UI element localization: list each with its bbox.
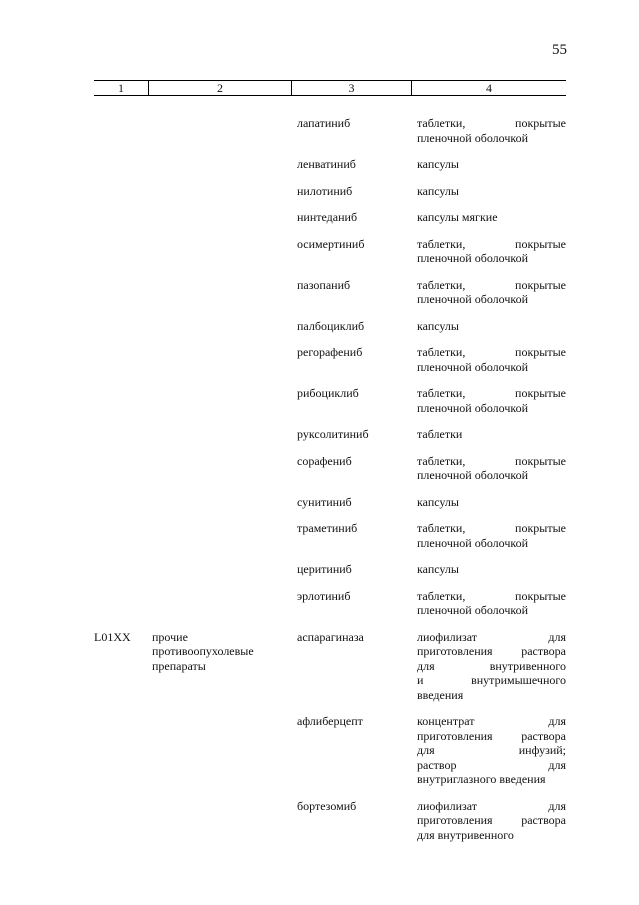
atc-code bbox=[94, 562, 152, 577]
dosage-form-line: пленочной оболочкой bbox=[417, 359, 529, 374]
drug-name: нинтеданиб bbox=[297, 210, 358, 224]
dosage-form-line: таблетки, покрытые bbox=[417, 521, 566, 535]
dosage-form bbox=[417, 386, 566, 415]
dosage-form-line: лиофилизат для bbox=[417, 798, 566, 813]
table-row bbox=[94, 521, 566, 550]
dosage-form bbox=[417, 589, 566, 618]
table-row bbox=[94, 157, 566, 172]
atc-code bbox=[94, 589, 152, 618]
group-name bbox=[152, 184, 297, 199]
dosage-form-line: лиофилизат для bbox=[417, 629, 566, 644]
dosage-form-line: введения bbox=[417, 687, 464, 702]
atc-code bbox=[94, 454, 152, 483]
group-name bbox=[152, 157, 297, 172]
drug-name: ленватиниб bbox=[297, 157, 356, 171]
dosage-form-line: капсулы мягкие bbox=[417, 210, 498, 224]
table-row bbox=[94, 454, 566, 483]
drug-name: осимертиниб bbox=[297, 236, 365, 251]
dosage-form-line: раствор для bbox=[417, 757, 566, 772]
drug-name: сунитиниб bbox=[297, 494, 352, 509]
group-name bbox=[152, 454, 297, 483]
header-col-1: 1 bbox=[118, 81, 124, 95]
atc-code bbox=[94, 278, 152, 307]
drug-name: бортезомиб bbox=[297, 798, 357, 813]
dosage-form-line: капсулы bbox=[417, 562, 459, 576]
drug-name: руксолитиниб bbox=[297, 427, 369, 441]
dosage-form bbox=[417, 237, 566, 266]
atc-code bbox=[94, 319, 152, 334]
table-row bbox=[94, 427, 566, 442]
atc-code bbox=[94, 799, 152, 843]
drug-name: палбоциклиб bbox=[297, 318, 365, 333]
atc-code bbox=[94, 116, 152, 145]
header-col-4: 4 bbox=[411, 81, 566, 95]
table-row bbox=[94, 237, 566, 266]
group-name bbox=[152, 630, 297, 703]
group-name bbox=[152, 386, 297, 415]
group-name bbox=[152, 210, 297, 225]
drug-name: траметиниб bbox=[297, 521, 358, 535]
group-name bbox=[152, 237, 297, 266]
table-row bbox=[94, 184, 566, 199]
table-row bbox=[94, 319, 566, 334]
dosage-form-line: капсулы bbox=[417, 183, 459, 198]
dosage-form-line: пленочной оболочкой bbox=[417, 292, 529, 306]
table-row bbox=[94, 210, 566, 225]
atc-code bbox=[94, 237, 152, 266]
dosage-form bbox=[417, 184, 566, 199]
dosage-form-line: таблетки, покрытые bbox=[417, 277, 566, 292]
dosage-form-line: концентрат для bbox=[417, 714, 566, 728]
atc-code bbox=[94, 184, 152, 199]
dosage-form-line: пленочной оболочкой bbox=[417, 535, 529, 550]
table-row bbox=[94, 386, 566, 415]
header-col-2: 2 bbox=[148, 81, 291, 95]
dosage-form-line: для инфузий; bbox=[417, 743, 566, 757]
drug-name: нилотиниб bbox=[297, 183, 353, 198]
group-name bbox=[152, 495, 297, 510]
atc-code bbox=[94, 521, 152, 550]
group-name bbox=[152, 562, 297, 577]
group-name bbox=[152, 589, 297, 618]
atc-code bbox=[94, 714, 152, 787]
drug-name: церитиниб bbox=[297, 562, 352, 576]
atc-code bbox=[94, 427, 152, 442]
table-row bbox=[94, 630, 566, 703]
group-name bbox=[152, 278, 297, 307]
dosage-form bbox=[417, 210, 566, 225]
dosage-form-line: внутриглазного введения bbox=[417, 772, 546, 786]
dosage-form-line: приготовления раствора bbox=[417, 728, 566, 743]
dosage-form bbox=[417, 562, 566, 577]
dosage-form-line: пленочной оболочкой bbox=[417, 603, 529, 617]
table-row bbox=[94, 495, 566, 510]
dosage-form-line: таблетки, покрытые bbox=[417, 453, 566, 468]
dosage-form bbox=[417, 345, 566, 374]
dosage-form-line: таблетки, покрытые bbox=[417, 345, 566, 359]
table-row bbox=[94, 116, 566, 145]
dosage-form-line: таблетки, покрытые bbox=[417, 236, 566, 251]
drug-name: регорафениб bbox=[297, 345, 363, 359]
dosage-form-line: для внутривенного bbox=[417, 827, 514, 842]
drug-name: рибоциклиб bbox=[297, 386, 359, 400]
dosage-form bbox=[417, 157, 566, 172]
dosage-form-line: таблетки bbox=[417, 427, 463, 441]
dosage-form-line: пленочной оболочкой bbox=[417, 130, 529, 145]
table-row bbox=[94, 562, 566, 577]
dosage-form bbox=[417, 427, 566, 442]
atc-code bbox=[94, 157, 152, 172]
dosage-form-line: таблетки, покрытые bbox=[417, 588, 566, 603]
table-header bbox=[94, 80, 566, 96]
dosage-form bbox=[417, 799, 566, 843]
dosage-form bbox=[417, 495, 566, 510]
group-line: прочие bbox=[152, 629, 188, 644]
drug-name: аспарагиназа bbox=[297, 629, 364, 644]
header-col-3: 3 bbox=[291, 81, 411, 95]
table-row bbox=[94, 589, 566, 618]
atc-code bbox=[94, 386, 152, 415]
table-row bbox=[94, 345, 566, 374]
group-name bbox=[152, 427, 297, 442]
dosage-form-line: и внутримышечного bbox=[417, 673, 566, 687]
dosage-form-line: капсулы bbox=[417, 318, 459, 333]
table-row bbox=[94, 714, 566, 787]
dosage-form-line: капсулы bbox=[417, 157, 459, 171]
dosage-form bbox=[417, 278, 566, 307]
group-line: противоопухолевые bbox=[152, 644, 254, 658]
group-name bbox=[152, 319, 297, 334]
table-body bbox=[94, 116, 566, 842]
dosage-form-line: пленочной оболочкой bbox=[417, 251, 529, 265]
dosage-form-line: приготовления раствора bbox=[417, 813, 566, 827]
dosage-form bbox=[417, 319, 566, 334]
group-name bbox=[152, 116, 297, 145]
drug-name: пазопаниб bbox=[297, 277, 351, 292]
group-line: препараты bbox=[152, 658, 206, 673]
dosage-form-line: для внутривенного bbox=[417, 658, 566, 673]
atc-code: L01XX bbox=[94, 629, 131, 644]
atc-code bbox=[94, 345, 152, 374]
drug-name: лапатиниб bbox=[297, 116, 351, 130]
drug-name: сорафениб bbox=[297, 453, 352, 468]
atc-code bbox=[94, 210, 152, 225]
dosage-form-line: таблетки, покрытые bbox=[417, 386, 566, 400]
dosage-form bbox=[417, 714, 566, 787]
table-row bbox=[94, 278, 566, 307]
group-name bbox=[152, 799, 297, 843]
group-name bbox=[152, 345, 297, 374]
dosage-form bbox=[417, 454, 566, 483]
dosage-form bbox=[417, 521, 566, 550]
page-number: 55 bbox=[552, 42, 567, 58]
dosage-form-line: пленочной оболочкой bbox=[417, 468, 529, 482]
table-row bbox=[94, 799, 566, 843]
dosage-form-line: капсулы bbox=[417, 494, 459, 509]
dosage-form-line: приготовления раствора bbox=[417, 644, 566, 658]
dosage-form-line: пленочной оболочкой bbox=[417, 400, 529, 415]
drug-name: афлиберцепт bbox=[297, 714, 363, 728]
group-name bbox=[152, 521, 297, 550]
dosage-form bbox=[417, 630, 566, 703]
atc-code bbox=[94, 495, 152, 510]
drug-name: эрлотиниб bbox=[297, 588, 351, 603]
dosage-form bbox=[417, 116, 566, 145]
dosage-form-line: таблетки, покрытые bbox=[417, 116, 566, 130]
group-name bbox=[152, 714, 297, 787]
